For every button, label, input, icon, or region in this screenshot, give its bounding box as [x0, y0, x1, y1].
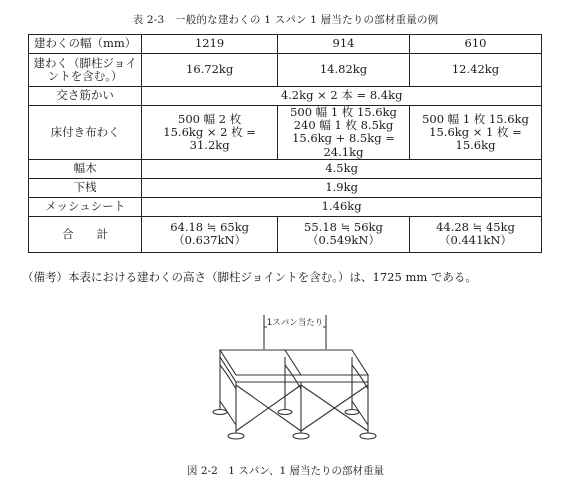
total-610-kg: 44.28 ≒ 45kg [436, 220, 515, 235]
base-plate-front-left [228, 433, 244, 439]
table-row-cross-brace [29, 87, 542, 106]
floor-plank-914-line3: 15.6kg + 8.5kg = 24.1kg [292, 131, 395, 159]
floor-plank-1219-line2: 15.6kg × 2 枚 = 31.2kg [163, 124, 256, 153]
table-row-toe-board [29, 159, 542, 178]
cell-total-1219 [142, 216, 278, 252]
cell-total-914 [277, 216, 409, 252]
total-1219-kn: （0.637kN） [173, 233, 247, 248]
deck-divider [285, 350, 301, 375]
row-label-mesh-sheet: メッシュシート [29, 197, 142, 216]
table-row-lower-rail [29, 178, 542, 197]
total-914-kg: 55.18 ≒ 56kg [304, 220, 383, 235]
row-label-total: 合 計 [29, 216, 142, 252]
cell-floor-plank-610 [409, 106, 541, 160]
row-label-cross-brace: 交さ筋かい [29, 87, 142, 106]
cell-floor-plank-914 [277, 106, 409, 160]
cell-lower-rail: 1.9kg [142, 178, 542, 197]
figure-caption: 図 2-2 1 スパン、1 層当たりの部材重量 [187, 465, 384, 477]
floor-plank-610-line2: 15.6kg × 1 枚 = 15.6kg [429, 124, 522, 153]
row-label-frame [29, 54, 142, 87]
header-col-610: 610 [409, 35, 541, 54]
floor-plank-914-line2: 240 幅 1 枚 8.5kg [293, 118, 394, 133]
row-label-frame-line2: ントを含む。） [47, 69, 123, 83]
row-label-toe-board: 幅木 [29, 159, 142, 178]
row-label-floor-plank: 床付き布わく [29, 106, 142, 160]
base-plate-front-right [360, 433, 376, 439]
total-1219-kg: 64.18 ≒ 65kg [170, 220, 250, 235]
side-frame-mid [285, 365, 301, 389]
base-plate-back-mid [278, 410, 292, 415]
cell-total-610 [409, 216, 541, 252]
base-plate-back-left [213, 410, 227, 415]
cell-frame-610: 12.42kg [409, 54, 541, 87]
span-label: 1スパン当たり [266, 318, 324, 328]
floor-plank-1219-line1: 500 幅 2 枚 [178, 111, 242, 126]
header-label: 建わくの幅（mm） [29, 35, 142, 54]
floor-plank-610-line1: 500 幅 1 枚 15.6kg [422, 111, 529, 126]
base-plate-back-right [345, 410, 359, 415]
row-label-lower-rail: 下桟 [29, 178, 142, 197]
floor-plank-914-line1: 500 幅 1 枚 15.6kg [290, 105, 397, 119]
total-914-kn: （0.549kN） [307, 233, 380, 248]
cell-frame-914: 14.82kg [277, 54, 409, 87]
side-frame-right [352, 365, 368, 389]
scaffold-span-figure [180, 305, 390, 455]
table-row-frame [29, 54, 542, 87]
table-row-total [29, 216, 542, 252]
table-row-mesh-sheet [29, 197, 542, 216]
row-label-frame-line1: 建わく（脚柱ジョイ [33, 55, 137, 70]
remarks-note: （備考）本表における建わくの高さ（脚柱ジョイントを含む。）は、1725 mm である。 [22, 270, 477, 284]
member-weight-table [28, 34, 542, 253]
table-row-floor-plank [29, 106, 542, 160]
header-col-1219: 1219 [142, 35, 278, 54]
side-rail-left [220, 401, 236, 425]
base-plate-front-mid [293, 433, 309, 439]
header-col-914: 914 [277, 35, 409, 54]
cell-frame-1219: 16.72kg [142, 54, 278, 87]
cell-cross-brace: 4.2kg × 2 本 = 8.4kg [142, 87, 542, 106]
scaffold-deck [220, 350, 368, 375]
cell-floor-plank-1219 [142, 106, 278, 160]
cell-toe-board: 4.5kg [142, 159, 542, 178]
table-header-row [29, 35, 542, 54]
table-caption: 表 2-3 一般的な建わくの 1 スパン 1 層当たりの部材重量の例 [132, 14, 439, 26]
total-610-kn: （0.441kN） [439, 233, 512, 248]
cell-mesh-sheet: 1.46kg [142, 197, 542, 216]
